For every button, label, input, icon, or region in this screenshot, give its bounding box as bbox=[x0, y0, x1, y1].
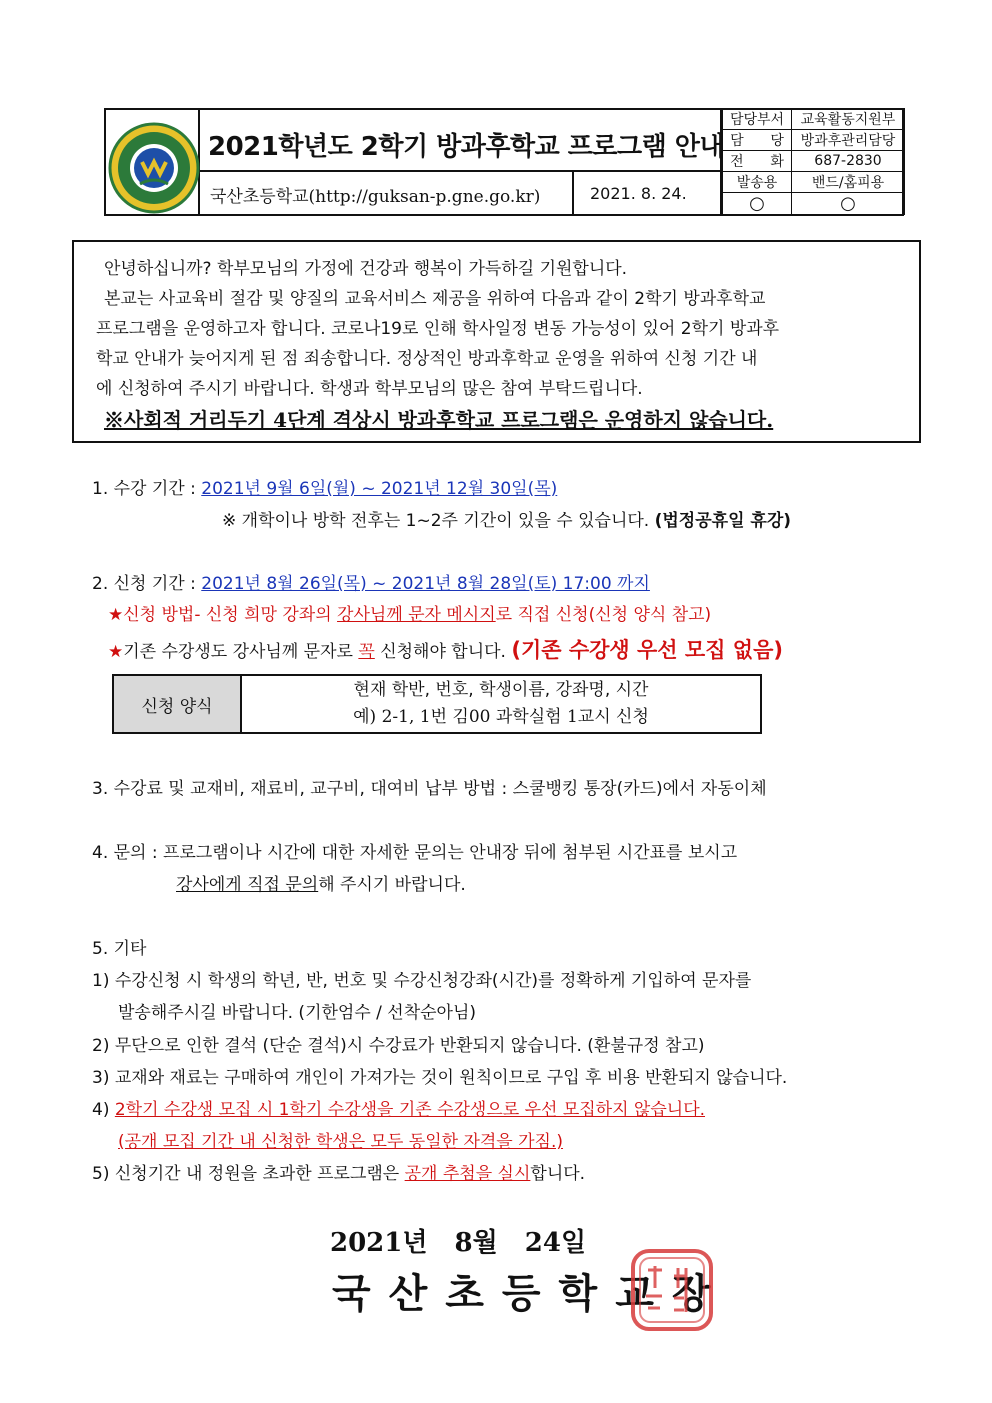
existing-highlight: 꼭 bbox=[358, 642, 375, 662]
section-1-period bbox=[92, 474, 557, 499]
period-text: 2021년 9월 6일(월) ~ 2021년 12월 30일(목) bbox=[201, 479, 558, 499]
meta-row bbox=[723, 151, 905, 172]
section-5-item-4 bbox=[92, 1095, 705, 1120]
meta-value: 687-2830 bbox=[792, 151, 905, 172]
star-icon: ★ bbox=[108, 605, 124, 625]
meta-key: 담 당 bbox=[723, 130, 792, 151]
note-text: ※ 개학이나 방학 전후는 1~2주 기간이 있을 수 있습니다. bbox=[222, 511, 655, 531]
page-title: 2021학년도 2학기 방과후학교 프로그램 안내 bbox=[208, 132, 725, 162]
meta-value: 교육활동지원부 bbox=[792, 109, 905, 130]
intro-line: 본교는 사교육비 절감 및 양질의 교육서비스 제공을 위하여 다음과 같이 2학기 방과후학교 bbox=[104, 289, 766, 309]
section-4-inquiry-2 bbox=[176, 870, 466, 895]
item-number: 4) bbox=[92, 1100, 115, 1120]
item-5-text: 합니다. bbox=[530, 1164, 586, 1184]
meta-key: 발송용 bbox=[723, 172, 792, 193]
method-highlight: 강사님께 문자 메시지 bbox=[337, 605, 496, 625]
section-2-period bbox=[92, 569, 650, 594]
meta-row bbox=[723, 130, 905, 151]
divider bbox=[572, 170, 574, 214]
item-5-text: 5) 신청기간 내 정원을 초과한 프로그램은 bbox=[92, 1164, 405, 1184]
form-value bbox=[241, 675, 761, 733]
intro-line: 프로그램을 운영하고자 합니다. 코로나19로 인해 학사일정 변동 가능성이 있어 2학기 방과후 bbox=[96, 319, 780, 339]
header-date: 2021. 8. 24. bbox=[590, 184, 687, 203]
section-1-note bbox=[222, 506, 791, 531]
signature-name: 국산초등학교장 bbox=[332, 1270, 729, 1317]
method-text: 로 직접 신청(신청 양식 참고) bbox=[495, 605, 712, 625]
application-form-table bbox=[112, 674, 762, 734]
section-5-item-2: 2) 무단으로 인한 결석 (단순 결석)시 수강료가 반환되지 않습니다. (환불규정 참고) bbox=[92, 1036, 705, 1056]
section-label: 2. 신청 기간 : bbox=[92, 574, 202, 594]
star-icon: ★ bbox=[108, 642, 124, 662]
form-line: 현재 학반, 번호, 학생이름, 강좌명, 시간 bbox=[353, 680, 649, 700]
inquiry-highlight: 강사에게 직접 문의 bbox=[176, 875, 319, 895]
inquiry-text: 해 주시기 바랍니다. bbox=[318, 875, 466, 895]
section-5-title: 5. 기타 bbox=[92, 939, 147, 959]
item-4-note: (공개 모집 기간 내 신청한 학생은 모두 동일한 자격을 가짐.) bbox=[118, 1132, 564, 1152]
existing-text: 신청해야 합니다. bbox=[374, 642, 512, 662]
existing-text: 기존 수강생도 강사님께 문자로 bbox=[123, 642, 359, 662]
section-4-inquiry: 4. 문의 : 프로그램이나 시간에 대한 자세한 문의는 안내장 뒤에 첨부된 시간표를 보시고 bbox=[92, 843, 738, 863]
note-bold: (법정공휴일 휴강) bbox=[654, 511, 792, 531]
form-label: 신청 양식 bbox=[113, 675, 241, 733]
official-seal-icon bbox=[630, 1248, 714, 1332]
meta-key: 담당부서 bbox=[723, 109, 792, 130]
school-url: 국산초등학교(http://guksan-p.gne.go.kr) bbox=[210, 187, 541, 207]
meta-row bbox=[723, 193, 905, 215]
meta-value: 방과후관리담당 bbox=[792, 130, 905, 151]
intro-line: 에 신청하여 주시기 바랍니다. 학생과 학부모님의 많은 참여 부탁드립니다. bbox=[96, 379, 643, 399]
intro-line: 학교 안내가 늦어지게 된 점 죄송합니다. 정상적인 방과후학교 운영을 위하여 신청 기간 내 bbox=[96, 349, 758, 369]
section-5-item-1: 1) 수강신청 시 학생의 학년, 반, 번호 및 수강신청강좌(시간)를 정확하게 기입하여 문자를 bbox=[92, 971, 752, 991]
section-3-payment: 3. 수강료 및 교재비, 재료비, 교구비, 대여비 납부 방법 : 스쿨뱅킹 통장(카드)에서 자동이체 bbox=[92, 779, 767, 799]
section-5-item-4-cont bbox=[118, 1127, 563, 1152]
period-text: 2021년 8월 26일(목) ~ 2021년 8월 28일(토) 17:00 까지 bbox=[201, 574, 650, 594]
meta-value: 밴드/홈피용 bbox=[792, 172, 905, 193]
intro-line: 안녕하십니까? 학부모님의 가정에 건강과 행복이 가득하길 기원합니다. bbox=[104, 259, 628, 279]
section-5-item-3: 3) 교재와 재료는 구매하여 개인이 가져가는 것이 원칙이므로 구입 후 비용 반환되지 않습니다. bbox=[92, 1068, 788, 1088]
meta-key: ○ bbox=[723, 193, 792, 215]
section-2-method bbox=[108, 600, 711, 625]
method-text: 신청 방법- 신청 희망 강좌의 bbox=[123, 605, 338, 625]
section-2-existing bbox=[108, 634, 783, 664]
meta-table bbox=[722, 108, 905, 215]
meta-value: ○ bbox=[792, 193, 905, 215]
form-row bbox=[113, 675, 761, 733]
meta-key: 전 화 bbox=[723, 151, 792, 172]
school-logo-icon bbox=[108, 122, 200, 214]
signature-date: 2021년 8월 24일 bbox=[330, 1228, 587, 1258]
section-5-item-1-cont: 발송해주시길 바랍니다. (기한엄수 / 선착순아님) bbox=[118, 1003, 477, 1023]
section-5-item-5 bbox=[92, 1159, 585, 1184]
meta-row bbox=[723, 172, 905, 193]
item-5-highlight: 공개 추첨을 실시 bbox=[404, 1164, 531, 1184]
meta-row bbox=[723, 109, 905, 130]
form-example: 예) 2-1, 1번 김00 과학실험 1교시 신청 bbox=[353, 707, 649, 727]
section-label: 1. 수강 기간 : bbox=[92, 479, 202, 499]
intro-warning: ※사회적 거리두기 4단계 격상시 방과후학교 프로그램은 운영하지 않습니다. bbox=[104, 408, 774, 432]
item-4-highlight: 2학기 수강생 모집 시 1학기 수강생을 기존 수강생으로 우선 모집하지 않습니다. bbox=[114, 1100, 706, 1120]
existing-emphasis: (기존 수강생 우선 모집 없음) bbox=[511, 638, 783, 662]
divider bbox=[198, 170, 722, 172]
